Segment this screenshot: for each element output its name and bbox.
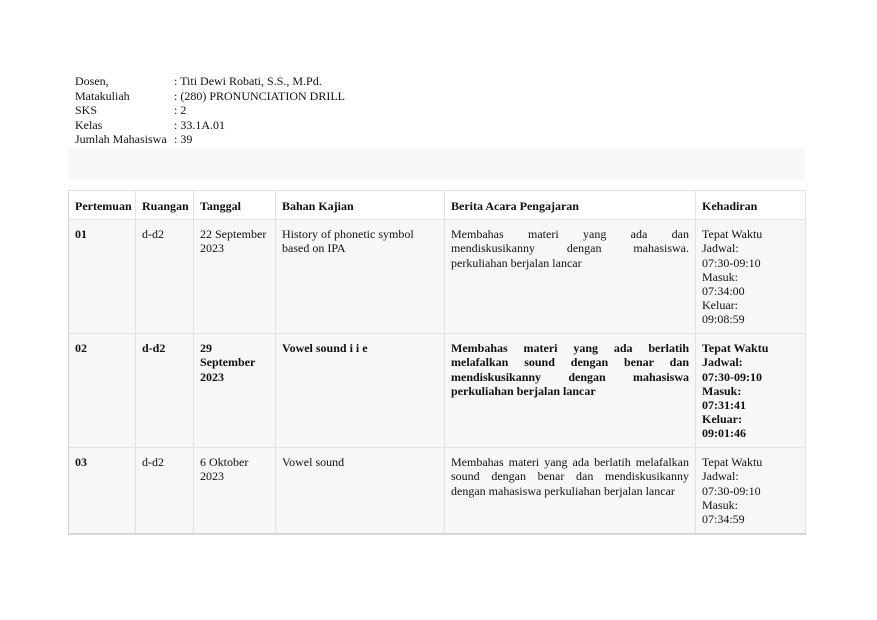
kehadiran-line: 09:08:59 — [702, 312, 745, 327]
kehadiran-line: Jadwal: — [702, 469, 739, 484]
cell-bahan-kajian: History of phonetic symbol based on IPA — [276, 220, 445, 334]
info-row-kelas — [75, 118, 345, 133]
cell-tanggal: 6 Oktober 2023 — [194, 448, 276, 534]
kehadiran-line: Tepat Waktu — [702, 455, 763, 470]
header-ruangan: Ruangan — [136, 191, 194, 220]
header-band — [68, 147, 805, 180]
info-row-matakuliah — [75, 89, 345, 104]
table-row — [69, 220, 806, 334]
cell-kehadiran — [696, 220, 806, 334]
kehadiran-line: 09:01:46 — [702, 426, 746, 441]
kehadiran-line: 07:34:59 — [702, 512, 745, 527]
header-pertemuan: Pertemuan — [69, 191, 136, 220]
table-row — [69, 334, 806, 448]
info-value: : Titi Dewi Robati, S.S., M.Pd. — [174, 74, 322, 88]
header-tanggal: Tanggal — [194, 191, 276, 220]
info-value: : 2 — [174, 103, 187, 118]
attendance-table-container — [68, 190, 805, 535]
cell-tanggal: 22 September 2023 — [194, 220, 276, 334]
cell-ruangan: d-d2 — [136, 334, 194, 448]
kehadiran-line: 07:31:41 — [702, 398, 746, 413]
kehadiran-line: Masuk: — [702, 269, 738, 284]
info-label: Dosen, — [75, 74, 109, 88]
cell-berita-acara: Membahas materi yang ada berlatih melafalkan sound dengan benar dan mendiskusikanny dengan mahasiswa perkuliahan berjalan lancar — [445, 448, 696, 534]
table-header-row — [69, 191, 806, 220]
kehadiran-line: Jadwal: — [702, 355, 743, 370]
kehadiran-line: 07:34:00 — [702, 284, 745, 299]
info-row-sks — [75, 103, 345, 118]
cell-ruangan: d-d2 — [136, 220, 194, 334]
cell-tanggal: 29 September 2023 — [194, 334, 276, 448]
cell-ruangan: d-d2 — [136, 448, 194, 534]
info-label: Jumlah Mahasiswa — [75, 132, 167, 147]
info-label: SKS — [75, 103, 98, 118]
kehadiran-line: Jadwal: — [702, 241, 739, 256]
info-value: : (280) PRONUNCIATION DRILL — [174, 88, 345, 103]
cell-bahan-kajian: Vowel sound i i e — [276, 334, 445, 448]
cell-bahan-kajian: Vowel sound — [276, 448, 445, 534]
cell-kehadiran — [696, 448, 806, 534]
cell-pertemuan: 01 — [69, 220, 136, 334]
info-row-dosen — [75, 74, 345, 89]
info-label: Kelas — [75, 117, 103, 132]
header-bahan-kajian: Bahan Kajian — [276, 191, 445, 220]
info-value: : 39 — [174, 132, 193, 147]
kehadiran-line: Masuk: — [702, 383, 742, 398]
kehadiran-line: 07:30-09:10 — [702, 483, 761, 498]
attendance-table — [68, 190, 806, 535]
header-kehadiran: Kehadiran — [696, 191, 806, 220]
course-info — [75, 74, 345, 147]
info-value: : 33.1A.01 — [174, 117, 225, 132]
table-row — [69, 448, 806, 534]
header-berita-acara: Berita Acara Pengajaran — [445, 191, 696, 220]
kehadiran-line: Masuk: — [702, 497, 738, 512]
kehadiran-line: 07:30-09:10 — [702, 255, 761, 270]
cell-berita-acara: Membahas materi yang ada berlatih melafalkan sound dengan benar dan mendiskusikanny dengan mahasiswa perkuliahan berjalan lancar — [445, 334, 696, 448]
kehadiran-line: Tepat Waktu — [702, 227, 763, 242]
info-label: Matakuliah — [75, 88, 130, 103]
kehadiran-line: 07:30-09:10 — [702, 369, 762, 384]
cell-pertemuan: 02 — [69, 334, 136, 448]
kehadiran-line: Tepat Waktu — [702, 341, 769, 356]
info-row-jumlah-mahasiswa — [75, 132, 345, 147]
cell-kehadiran — [696, 334, 806, 448]
kehadiran-line: Keluar: — [702, 298, 738, 313]
kehadiran-line: Keluar: — [702, 412, 742, 427]
cell-berita-acara: Membahas materi yang ada dan mendiskusikanny dengan mahasiswa. perkuliahan berjalan lancar — [445, 220, 696, 334]
cell-pertemuan: 03 — [69, 448, 136, 534]
